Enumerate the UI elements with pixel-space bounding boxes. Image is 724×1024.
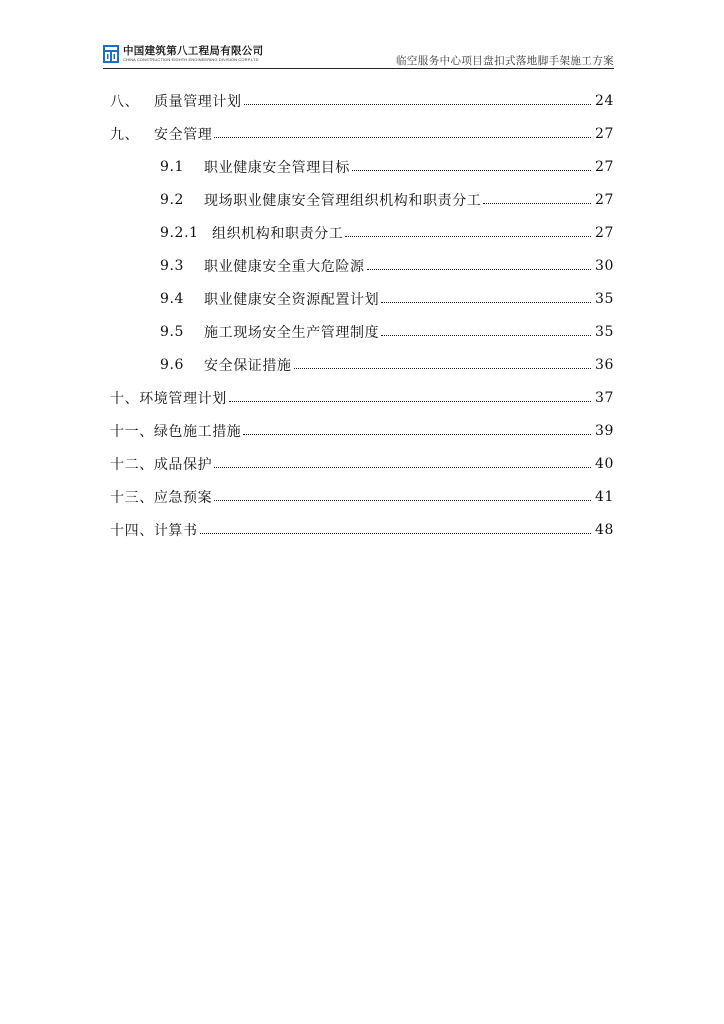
toc-entry-title: 现场职业健康安全管理组织机构和职责分工 (204, 192, 482, 209)
dot-leader (229, 400, 591, 402)
toc-entry[interactable] (110, 513, 614, 546)
toc-entry[interactable] (110, 315, 614, 348)
dot-leader (352, 169, 591, 171)
company-name-cn: 中国建筑第八工程局有限公司 (123, 45, 264, 57)
toc-entry-title: 质量管理计划 (154, 93, 242, 110)
toc-entry-title: 职业健康安全管理目标 (204, 159, 350, 176)
toc-entry[interactable] (110, 84, 614, 117)
toc-entry-title: 安全保证措施 (204, 357, 292, 374)
toc-entry-page: 37 (594, 389, 614, 406)
toc-entry-number: 十、 (110, 390, 140, 407)
toc-entry-page: 39 (594, 422, 614, 439)
toc-entry-number: 十一、 (110, 423, 154, 440)
toc-entry-page: 27 (594, 158, 614, 175)
toc-entry-page: 24 (594, 92, 614, 109)
toc-entry-title: 应急预案 (153, 489, 213, 506)
toc-entry-title: 环境管理计划 (139, 390, 227, 407)
toc-entry-number: 十二、 (110, 456, 154, 473)
dot-leader (214, 136, 591, 138)
toc-entry-page: 27 (594, 191, 614, 208)
toc-entry-page: 30 (594, 257, 614, 274)
dot-leader (381, 301, 591, 303)
dot-leader (483, 202, 591, 204)
toc-entry-title: 职业健康安全资源配置计划 (204, 291, 380, 308)
document-title: 临空服务中心项目盘扣式落地脚手架施工方案 (396, 55, 614, 67)
dot-leader (244, 103, 591, 105)
toc-entry-number: 9.6 (160, 356, 185, 373)
toc-entry-title: 成品保护 (153, 456, 213, 473)
toc-entry-title: 绿色施工措施 (153, 423, 242, 440)
dot-leader (243, 433, 591, 435)
toc-entry[interactable] (110, 480, 614, 513)
toc-entry-number: 9.1 (160, 158, 185, 175)
company-logo (103, 45, 263, 63)
toc-entry-number: 9.3 (160, 257, 185, 274)
toc-entry-number: 十三、 (110, 489, 154, 506)
toc-entry[interactable] (110, 183, 614, 216)
toc-entry-title: 计算书 (153, 522, 198, 539)
toc-entry-number: 十四、 (110, 522, 154, 539)
toc-entry-page: 27 (594, 224, 614, 241)
toc-entry-page: 27 (594, 125, 614, 142)
toc-entry[interactable] (110, 282, 614, 315)
toc-entry-page: 41 (594, 488, 614, 505)
cscec-logo-icon (103, 45, 119, 63)
dot-leader (294, 367, 591, 369)
toc-entry[interactable] (110, 216, 614, 249)
toc-entry-number: 9.2.1 (160, 224, 199, 241)
table-of-contents (110, 84, 614, 546)
toc-entry[interactable] (110, 414, 614, 447)
toc-entry-number: 八、 (110, 93, 140, 110)
dot-leader (381, 334, 591, 336)
toc-entry-number: 9.4 (160, 290, 185, 307)
dot-leader (200, 532, 591, 534)
toc-entry-page: 40 (594, 455, 614, 472)
toc-entry-page: 36 (594, 356, 614, 373)
dot-leader (214, 499, 591, 501)
toc-entry[interactable] (110, 447, 614, 480)
toc-entry-title: 组织机构和职责分工 (212, 225, 344, 242)
dot-leader (367, 268, 591, 270)
toc-entry-page: 35 (594, 290, 614, 307)
dot-leader (214, 466, 591, 468)
toc-entry[interactable] (110, 348, 614, 381)
toc-entry[interactable] (110, 117, 614, 150)
header-divider (103, 68, 614, 69)
toc-entry-page: 48 (594, 521, 614, 538)
toc-entry-number: 9.5 (160, 323, 185, 340)
toc-entry[interactable] (110, 249, 614, 282)
dot-leader (345, 235, 591, 237)
toc-entry-title: 施工现场安全生产管理制度 (204, 324, 380, 341)
toc-entry-title: 安全管理 (154, 126, 213, 143)
toc-entry-title: 职业健康安全重大危险源 (204, 258, 365, 275)
toc-entry-number: 九、 (110, 126, 140, 143)
toc-entry-number: 9.2 (160, 191, 185, 208)
toc-entry[interactable] (110, 381, 614, 414)
toc-entry[interactable] (110, 150, 614, 183)
company-name-en: CHINA CONSTRUCTION EIGHTH ENGINEERING DIVISION CORP.LTD (123, 57, 259, 62)
page-header (103, 42, 614, 70)
toc-entry-page: 35 (594, 323, 614, 340)
